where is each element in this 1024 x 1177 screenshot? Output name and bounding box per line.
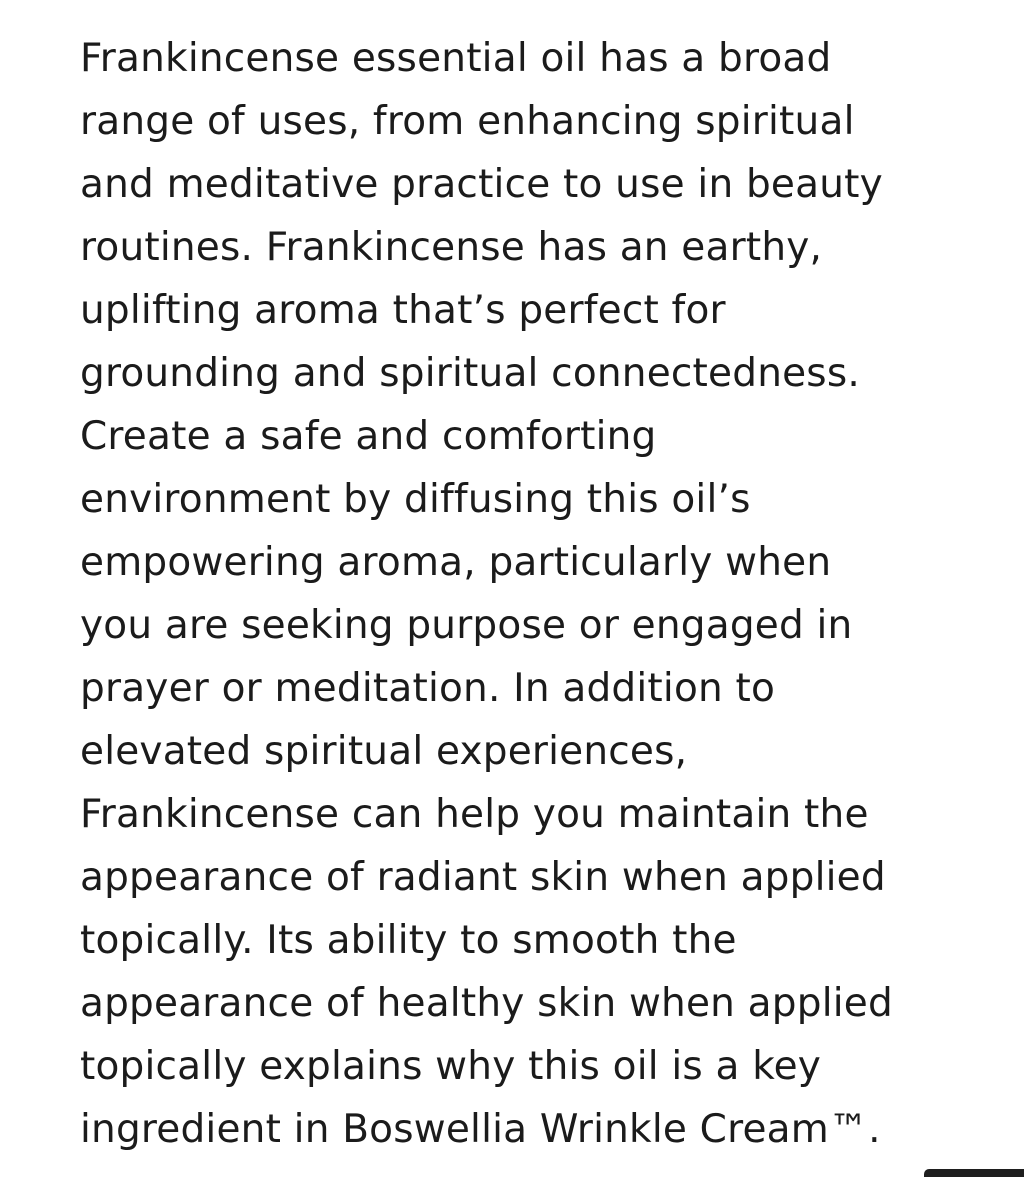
text-line: range of uses, from enhancing spiritual (80, 99, 855, 144)
text-line: appearance of healthy skin when applied (80, 981, 893, 1026)
text-line: Frankincense essential oil has a broad (80, 36, 832, 81)
text-line: prayer or meditation. In addition to (80, 666, 776, 711)
text-line: Create a safe and comforting (80, 414, 657, 459)
text-line: environment by diffusing this oil’s (80, 477, 751, 522)
text-line: appearance of radiant skin when applied (80, 855, 886, 900)
text-line: elevated spiritual experiences, (80, 729, 688, 774)
text-line: routines. Frankincense has an earthy, (80, 225, 823, 270)
text-line: you are seeking purpose or engaged in (80, 603, 853, 648)
home-indicator[interactable] (924, 1169, 1024, 1177)
text-line: ingredient in Boswellia Wrinkle Cream™. (80, 1107, 881, 1152)
article-paragraph (80, 27, 984, 1161)
text-line: Frankincense can help you maintain the (80, 792, 869, 837)
text-line: topically. Its ability to smooth the (80, 918, 737, 963)
text-line: empowering aroma, particularly when (80, 540, 832, 585)
text-line: grounding and spiritual connectedness. (80, 351, 860, 396)
text-line: and meditative practice to use in beauty (80, 162, 883, 207)
text-line: uplifting aroma that’s perfect for (80, 288, 726, 333)
text-line: topically explains why this oil is a key (80, 1044, 822, 1089)
